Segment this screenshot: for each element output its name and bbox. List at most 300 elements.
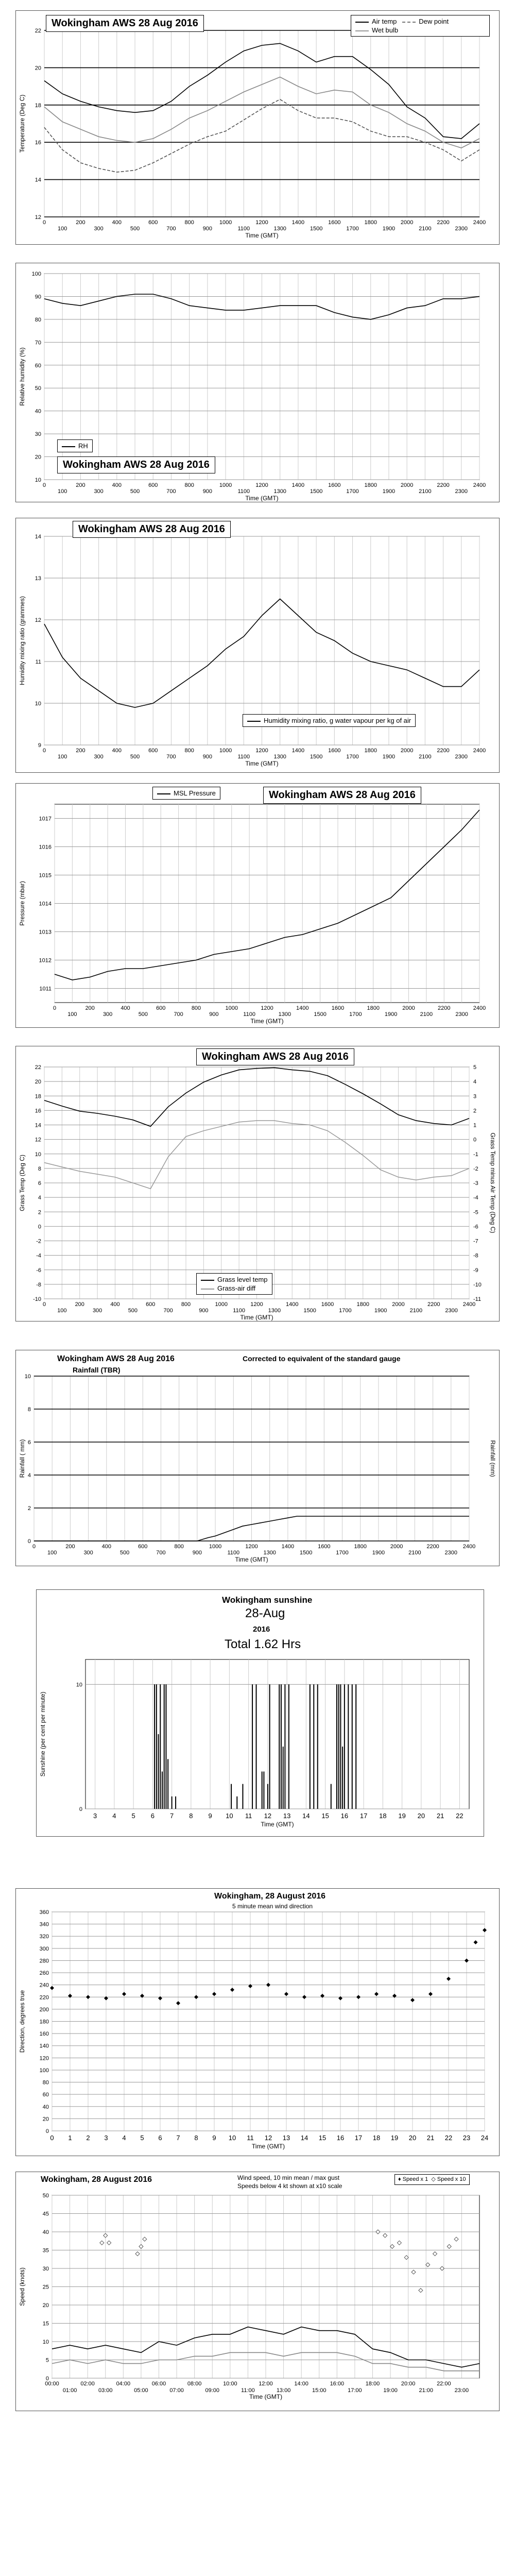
y-tick-label: 70 xyxy=(35,340,41,346)
x-tick-label: 16:00 xyxy=(330,2381,345,2387)
y2-tick-label: -6 xyxy=(473,1224,478,1230)
y-tick-label: 20 xyxy=(42,2116,49,2123)
x-tick-label: 500 xyxy=(130,226,140,232)
x-tick-label: 300 xyxy=(94,754,104,760)
x-tick-label: 1000 xyxy=(219,748,232,754)
rainfall-chart xyxy=(16,1350,499,1566)
x-tick-label: 14 xyxy=(302,1812,310,1820)
x-tick-label: 02:00 xyxy=(80,2381,95,2387)
x-tick-label: 400 xyxy=(121,1005,130,1011)
x-tick-label: 1400 xyxy=(286,1301,299,1308)
y-tick-label: 6 xyxy=(27,1439,31,1446)
x-tick-label: 1600 xyxy=(318,1544,331,1550)
x-tick-label: 1100 xyxy=(237,226,250,232)
y-tick-label: 180 xyxy=(39,2019,49,2025)
pressure-chart xyxy=(16,784,499,1027)
legend-dew-point: Dew point xyxy=(419,18,449,25)
y-tick-label: 14 xyxy=(35,177,41,183)
y-tick-label: 10 xyxy=(35,1151,41,1158)
x-tick-label: 600 xyxy=(148,482,158,488)
y-tick-label: 30 xyxy=(35,431,41,438)
x-tick-label: 300 xyxy=(94,226,104,232)
grass-chart-panel xyxy=(15,1046,500,1321)
wind-speed-subtitle: Wind speed, 10 min mean / max gust xyxy=(237,2174,340,2181)
x-tick-label: 1400 xyxy=(281,1544,295,1550)
x-tick-label: 2100 xyxy=(419,226,432,232)
x-tick-label: 300 xyxy=(102,1011,113,1018)
legend-wet-bulb: Wet bulb xyxy=(372,26,399,34)
x-tick-label: 900 xyxy=(202,754,213,760)
x-tick-label: 1700 xyxy=(339,1308,352,1314)
x-tick-label: 1500 xyxy=(299,1550,313,1556)
x-tick-label: 0 xyxy=(32,1544,36,1550)
x-tick-label: 05:00 xyxy=(134,2387,148,2394)
x-tick-label: 1700 xyxy=(336,1550,349,1556)
y-tick-label: 40 xyxy=(35,408,41,415)
x-tick-label: 2200 xyxy=(426,1544,439,1550)
x-tick-label: 500 xyxy=(138,1011,148,1018)
x-tick-label: 1800 xyxy=(356,1301,369,1308)
grass-legend xyxy=(196,1273,272,1295)
y-tick-label: 14 xyxy=(35,534,41,540)
y-tick-label: 50 xyxy=(42,2193,49,2199)
x-tick-label: 100 xyxy=(58,754,67,760)
x-tick-label: 1000 xyxy=(209,1544,222,1550)
x-tick-label: 1400 xyxy=(291,219,305,226)
pressure-chart-panel xyxy=(15,783,500,1028)
y-tick-label: 40 xyxy=(42,2104,49,2110)
x-tick-label: 3 xyxy=(104,2134,108,2142)
x-axis-label: Time (GMT) xyxy=(245,760,279,767)
y2-tick-label: 5 xyxy=(473,1064,477,1071)
x-tick-label: 2400 xyxy=(473,219,486,226)
x-tick-label: 1100 xyxy=(243,1011,255,1018)
legend-grass-level: Grass level temp xyxy=(217,1276,268,1283)
x-tick-label: 900 xyxy=(202,226,213,232)
x-tick-label: 900 xyxy=(199,1308,209,1314)
wind-dir-subtitle: 5 minute mean wind direction xyxy=(232,1903,313,1910)
x-tick-label: 0 xyxy=(42,219,46,226)
x-tick-label: 17:00 xyxy=(348,2387,362,2394)
y2-tick-label: -10 xyxy=(473,1281,482,1288)
x-tick-label: 900 xyxy=(202,488,213,495)
x-tick-label: 1300 xyxy=(263,1550,276,1556)
x-tick-label: 2200 xyxy=(437,482,450,488)
x-tick-label: 1600 xyxy=(328,748,341,754)
x-tick-label: 08:00 xyxy=(187,2381,202,2387)
y-tick-label: 60 xyxy=(35,362,41,369)
y-tick-label: -6 xyxy=(36,1267,41,1274)
sun-chart-title: Wokingham sunshine xyxy=(222,1595,313,1605)
legend-hmr: Humidity mixing ratio, g water vapour per kg of air xyxy=(264,717,411,724)
legend-speed-x10: Speed x 10 xyxy=(437,2176,466,2182)
x-tick-label: 9 xyxy=(212,2134,216,2142)
wind-direction-chart xyxy=(16,1889,499,2156)
x-tick-label: 20 xyxy=(408,2134,417,2142)
x-tick-label: 1600 xyxy=(331,1005,345,1011)
x-tick-label: 6 xyxy=(150,1812,154,1820)
y-axis-label: Speed (knots) xyxy=(19,2267,26,2306)
x-tick-label: 200 xyxy=(76,219,85,226)
y-tick-label: 140 xyxy=(39,2043,49,2049)
legend-speed-x10-marker: ◇ xyxy=(431,2176,436,2182)
x-tick-label: 1400 xyxy=(291,482,305,488)
x-tick-label: 22 xyxy=(456,1812,464,1820)
x-tick-label: 11 xyxy=(245,1812,252,1820)
x-tick-label: 600 xyxy=(156,1005,166,1011)
y2-axis-label: Grass Temp minus Air Temp (Deg C) xyxy=(489,1132,496,1233)
x-tick-label: 800 xyxy=(184,482,194,488)
x-tick-label: 700 xyxy=(156,1550,166,1556)
x-tick-label: 700 xyxy=(174,1011,183,1018)
y-tick-label: 8 xyxy=(27,1406,31,1413)
x-tick-label: 1200 xyxy=(245,1544,258,1550)
x-tick-label: 9 xyxy=(208,1812,212,1820)
x-tick-label: 18 xyxy=(379,1812,387,1820)
x-tick-label: 1900 xyxy=(372,1550,385,1556)
y2-tick-label: -2 xyxy=(473,1165,478,1172)
y-tick-label: 12 xyxy=(35,1137,41,1143)
x-tick-label: 2200 xyxy=(437,219,450,226)
wind-speed-chart xyxy=(16,2172,499,2411)
hmr-legend xyxy=(243,714,416,727)
pressure-legend xyxy=(152,787,220,800)
legend-speed-x1: Speed x 1 xyxy=(402,2176,428,2182)
x-tick-label: 1500 xyxy=(310,754,323,760)
y-tick-label: 1014 xyxy=(39,901,52,907)
x-tick-label: 2400 xyxy=(473,748,486,754)
y-tick-label: 1015 xyxy=(39,872,52,879)
y-tick-label: 0 xyxy=(27,1538,31,1545)
x-tick-label: 1200 xyxy=(255,748,268,754)
x-tick-label: 300 xyxy=(94,488,104,495)
y-tick-label: 9 xyxy=(38,742,41,749)
x-tick-label: 1100 xyxy=(237,754,250,760)
x-tick-label: 800 xyxy=(174,1544,184,1550)
x-tick-label: 1500 xyxy=(314,1011,327,1018)
x-tick-label: 23 xyxy=(462,2134,471,2142)
x-tick-label: 300 xyxy=(83,1550,93,1556)
x-tick-label: 100 xyxy=(58,488,67,495)
y-tick-label: 11 xyxy=(35,659,41,665)
x-tick-label: 2000 xyxy=(390,1544,403,1550)
x-tick-label: 2 xyxy=(86,2134,90,2142)
x-tick-label: 500 xyxy=(130,754,140,760)
x-tick-label: 600 xyxy=(148,219,158,226)
y-tick-label: 16 xyxy=(35,1108,41,1114)
x-tick-label: 800 xyxy=(181,1301,191,1308)
x-axis-label: Time (GMT) xyxy=(249,2393,283,2400)
y-tick-label: -10 xyxy=(33,1296,41,1302)
y-tick-label: 1011 xyxy=(39,986,52,992)
x-tick-label: 21 xyxy=(436,1812,444,1820)
y-tick-label: 15 xyxy=(42,2320,49,2327)
x-tick-label: 2000 xyxy=(392,1301,405,1308)
x-tick-label: 700 xyxy=(163,1308,173,1314)
x-tick-label: 1700 xyxy=(349,1011,362,1018)
x-tick-label: 00:00 xyxy=(45,2381,59,2387)
x-tick-label: 18 xyxy=(372,2134,381,2142)
x-tick-label: 2000 xyxy=(400,219,414,226)
y-tick-label: -2 xyxy=(36,1238,41,1245)
x-tick-label: 2000 xyxy=(400,748,414,754)
x-tick-label: 09:00 xyxy=(205,2387,220,2394)
y2-tick-label: -7 xyxy=(473,1238,478,1245)
x-tick-label: 5 xyxy=(140,2134,144,2142)
x-tick-label: 13:00 xyxy=(276,2387,291,2394)
x-tick-label: 17 xyxy=(359,1812,368,1820)
x-tick-label: 2300 xyxy=(455,754,468,760)
x-tick-label: 1600 xyxy=(321,1301,334,1308)
x-tick-label: 1800 xyxy=(354,1544,367,1550)
x-tick-label: 1200 xyxy=(250,1301,263,1308)
x-tick-label: 4 xyxy=(122,2134,126,2142)
grass-chart-title: Wokingham AWS 28 Aug 2016 xyxy=(196,1048,354,1065)
temperature-legend xyxy=(351,15,490,37)
legend-msl: MSL Pressure xyxy=(174,789,216,797)
x-tick-label: 1700 xyxy=(346,754,359,760)
temperature-chart-panel xyxy=(15,10,500,245)
y2-tick-label: 4 xyxy=(473,1079,477,1086)
y-axis-label: Humidity mixing ratio (grammes) xyxy=(19,596,26,685)
x-tick-label: 21 xyxy=(426,2134,435,2142)
y-tick-label: 340 xyxy=(39,1921,49,1928)
y-axis-label: Relative humidity (%) xyxy=(19,347,26,406)
y-tick-label: 90 xyxy=(35,294,41,300)
x-tick-label: 400 xyxy=(112,748,122,754)
x-tick-label: 600 xyxy=(146,1301,156,1308)
y-tick-label: 280 xyxy=(39,1958,49,1964)
x-tick-label: 600 xyxy=(138,1544,148,1550)
x-tick-label: 1100 xyxy=(237,488,250,495)
x-tick-label: 1600 xyxy=(328,482,341,488)
x-tick-label: 200 xyxy=(75,1301,84,1308)
x-tick-label: 1700 xyxy=(346,488,359,495)
y-tick-label: 6 xyxy=(38,1180,41,1187)
hmr-chart-title: Wokingham AWS 28 Aug 2016 xyxy=(73,521,231,538)
x-tick-label: 22 xyxy=(444,2134,453,2142)
x-tick-label: 7 xyxy=(170,1812,174,1820)
x-tick-label: 16 xyxy=(336,2134,345,2142)
y-tick-label: 20 xyxy=(35,65,41,72)
x-tick-label: 1300 xyxy=(268,1308,281,1314)
x-tick-label: 1400 xyxy=(296,1005,309,1011)
y2-tick-label: -9 xyxy=(473,1267,478,1274)
x-tick-label: 1800 xyxy=(364,748,377,754)
x-tick-label: 800 xyxy=(191,1005,201,1011)
y2-tick-label: 1 xyxy=(473,1122,477,1129)
x-tick-label: 1100 xyxy=(227,1550,240,1556)
x-tick-label: 2400 xyxy=(473,1005,486,1011)
legend-speed-x1-marker: ♦ xyxy=(398,2176,401,2182)
x-tick-label: 04:00 xyxy=(116,2381,131,2387)
y-tick-label: 18 xyxy=(35,102,41,109)
mixing-ratio-chart xyxy=(16,518,499,772)
y-tick-label: -8 xyxy=(36,1281,41,1288)
wind-direction-chart-panel xyxy=(15,1888,500,2156)
x-tick-label: 100 xyxy=(67,1011,77,1018)
y2-tick-label: -3 xyxy=(473,1180,478,1187)
sun-chart-total: Total 1.62 Hrs xyxy=(225,1637,301,1651)
x-tick-label: 1000 xyxy=(219,219,232,226)
y-tick-label: 10 xyxy=(76,1682,82,1688)
x-tick-label: 20 xyxy=(417,1812,425,1820)
x-tick-label: 2300 xyxy=(455,1011,468,1018)
x-tick-label: 2100 xyxy=(420,1011,433,1018)
y-tick-label: 20 xyxy=(42,2302,49,2309)
wind-speed-legend xyxy=(394,2174,470,2185)
rain-chart-title: Wokingham AWS 28 Aug 2016 xyxy=(57,1354,175,1363)
x-tick-label: 1700 xyxy=(346,226,359,232)
x-tick-label: 6 xyxy=(158,2134,162,2142)
x-axis-label: Time (GMT) xyxy=(235,1556,268,1563)
x-tick-label: 500 xyxy=(119,1550,130,1556)
x-tick-label: 0 xyxy=(50,2134,54,2142)
x-tick-label: 22:00 xyxy=(437,2381,451,2387)
x-tick-label: 1200 xyxy=(255,482,268,488)
x-tick-label: 1000 xyxy=(225,1005,238,1011)
x-tick-label: 14:00 xyxy=(294,2381,308,2387)
x-tick-label: 8 xyxy=(189,1812,193,1820)
y-axis-label: Temperature (Deg C) xyxy=(19,94,26,153)
x-tick-label: 14 xyxy=(300,2134,308,2142)
y-tick-label: 160 xyxy=(39,2031,49,2038)
y-tick-label: 22 xyxy=(35,1064,41,1071)
x-tick-label: 12:00 xyxy=(259,2381,273,2387)
x-axis-label: Time (GMT) xyxy=(245,232,279,239)
x-tick-label: 2300 xyxy=(455,488,468,495)
y-tick-label: 0 xyxy=(45,2376,49,2382)
y-tick-label: 240 xyxy=(39,1982,49,1989)
y-tick-label: 80 xyxy=(35,316,41,323)
x-tick-label: 1200 xyxy=(255,219,268,226)
wind-speed-title: Wokingham, 28 August 2016 xyxy=(41,2175,152,2184)
x-tick-label: 18:00 xyxy=(365,2381,380,2387)
y2-tick-label: -8 xyxy=(473,1252,478,1259)
y-tick-label: 1012 xyxy=(39,957,52,964)
x-tick-label: 1 xyxy=(68,2134,72,2142)
x-tick-label: 4 xyxy=(112,1812,116,1820)
x-tick-label: 200 xyxy=(76,482,85,488)
x-tick-label: 19 xyxy=(390,2134,399,2142)
y-tick-label: 0 xyxy=(79,1806,82,1812)
y2-tick-label: 3 xyxy=(473,1093,477,1100)
y-tick-label: 10 xyxy=(35,477,41,483)
x-tick-label: 13 xyxy=(282,2134,290,2142)
y-tick-label: 10 xyxy=(24,1374,31,1380)
y2-tick-label: -5 xyxy=(473,1209,478,1216)
y-tick-label: 12 xyxy=(35,214,41,221)
x-tick-label: 19:00 xyxy=(383,2387,398,2394)
x-tick-label: 100 xyxy=(47,1550,57,1556)
x-tick-label: 16 xyxy=(340,1812,349,1820)
y-axis-label: Pressure (mbar) xyxy=(19,881,26,926)
y-tick-label: 5 xyxy=(45,2357,49,2364)
x-tick-label: 01:00 xyxy=(62,2387,77,2394)
rain-chart-note: Corrected to equivalent of the standard gauge xyxy=(243,1354,401,1363)
y-tick-label: 4 xyxy=(27,1472,31,1479)
x-tick-label: 1400 xyxy=(291,748,305,754)
y-tick-label: 20 xyxy=(35,454,41,461)
x-tick-label: 400 xyxy=(112,482,122,488)
x-tick-label: 10 xyxy=(228,2134,236,2142)
y-tick-label: 360 xyxy=(39,1909,49,1916)
x-axis-label: Time (GMT) xyxy=(240,1314,273,1321)
x-tick-label: 1800 xyxy=(364,482,377,488)
x-tick-label: 1500 xyxy=(310,226,323,232)
x-tick-label: 1000 xyxy=(219,482,232,488)
x-tick-label: 1900 xyxy=(382,226,396,232)
x-tick-label: 400 xyxy=(112,219,122,226)
y-tick-label: 20 xyxy=(35,1079,41,1086)
x-tick-label: 800 xyxy=(184,219,194,226)
x-tick-label: 2400 xyxy=(462,1544,476,1550)
sun-chart-year: 2016 xyxy=(253,1625,270,1634)
humidity-chart-panel xyxy=(15,263,500,502)
x-tick-label: 8 xyxy=(194,2134,198,2142)
x-tick-label: 1900 xyxy=(382,488,396,495)
y-tick-label: 45 xyxy=(42,2211,49,2217)
y-tick-label: 260 xyxy=(39,1970,49,1977)
x-tick-label: 12 xyxy=(264,1812,272,1820)
x-tick-label: 700 xyxy=(166,226,176,232)
x-tick-label: 3 xyxy=(93,1812,97,1820)
y-axis-label: Grass Temp (Deg C) xyxy=(19,1155,26,1211)
x-tick-label: 2100 xyxy=(419,488,432,495)
temperature-chart-title: Wokingham AWS 28 Aug 2016 xyxy=(46,15,204,32)
x-tick-label: 24 xyxy=(480,2134,489,2142)
y-tick-label: 14 xyxy=(35,1122,41,1129)
x-tick-label: 0 xyxy=(42,482,46,488)
x-tick-label: 700 xyxy=(166,488,176,495)
y2-tick-label: 0 xyxy=(473,1137,477,1143)
x-tick-label: 13 xyxy=(283,1812,291,1820)
y-tick-label: 50 xyxy=(35,385,41,392)
x-tick-label: 0 xyxy=(42,1301,46,1308)
y-tick-label: 300 xyxy=(39,1945,49,1952)
y-tick-label: 100 xyxy=(31,271,41,277)
x-tick-label: 100 xyxy=(58,226,67,232)
x-tick-label: 500 xyxy=(130,488,140,495)
x-tick-label: 1300 xyxy=(278,1011,291,1018)
x-tick-label: 20:00 xyxy=(401,2381,416,2387)
y-tick-label: 0 xyxy=(38,1224,41,1230)
y-tick-label: 200 xyxy=(39,2006,49,2013)
rain-chart-subtitle: Rainfall (TBR) xyxy=(73,1366,121,1374)
y-tick-label: 1017 xyxy=(39,816,52,822)
y-tick-label: 13 xyxy=(35,575,41,582)
x-tick-label: 2100 xyxy=(409,1308,423,1314)
x-tick-label: 07:00 xyxy=(169,2387,184,2394)
x-tick-label: 2400 xyxy=(462,1301,476,1308)
y-tick-label: 1013 xyxy=(39,929,52,936)
x-tick-label: 2300 xyxy=(445,1308,458,1314)
y-tick-label: 8 xyxy=(38,1165,41,1172)
x-tick-label: 2200 xyxy=(438,1005,451,1011)
x-tick-label: 1300 xyxy=(273,226,286,232)
x-axis-label: Time (GMT) xyxy=(245,495,279,502)
wind-speed-note: Speeds below 4 kt shown at x10 scale xyxy=(237,2182,342,2190)
x-tick-label: 1500 xyxy=(310,488,323,495)
x-tick-label: 300 xyxy=(92,1308,102,1314)
x-tick-label: 11:00 xyxy=(241,2387,255,2394)
y-axis-label: Rainfall ( mm) xyxy=(19,1439,26,1478)
x-tick-label: 100 xyxy=(57,1308,67,1314)
y-tick-label: 220 xyxy=(39,1994,49,2001)
x-tick-label: 1900 xyxy=(374,1308,387,1314)
x-tick-label: 23:00 xyxy=(454,2387,469,2394)
rainfall-chart-panel xyxy=(15,1350,500,1566)
